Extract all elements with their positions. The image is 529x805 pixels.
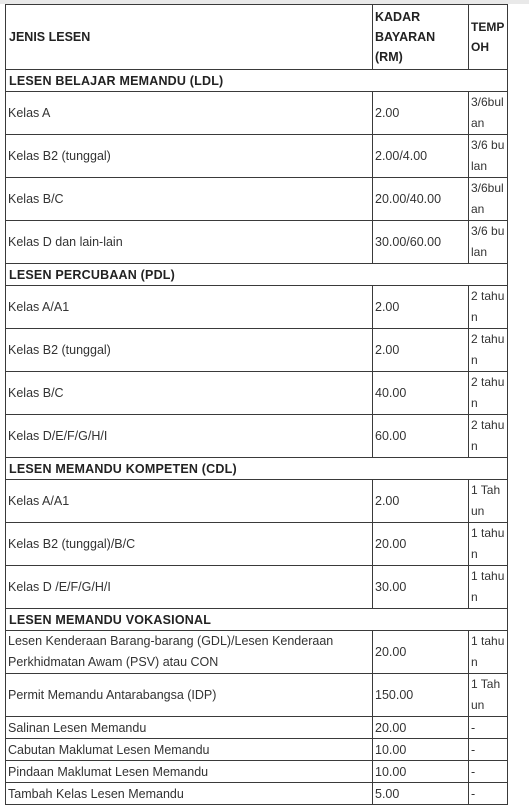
table-row [6,674,508,717]
duration-cell: 1 tahun [469,523,508,566]
table-row [6,523,508,566]
duration-cell: 3/6 bulan [469,221,508,264]
fee-cell: 10.00 [373,739,469,761]
fee-cell: 30.00/60.00 [373,221,469,264]
duration-cell: 3/6 bulan [469,135,508,178]
license-type-cell: Kelas B/C [6,178,373,221]
fee-cell: 2.00 [373,480,469,523]
duration-cell: - [469,717,508,739]
license-type-cell: Lesen Kenderaan Barang-barang (GDL)/Lesen Kenderaan Perkhidmatan Awam (PSV) atau CON [6,631,373,674]
header-fee-line-2: BAYARAN [375,30,436,44]
section-header-pdl [6,264,508,286]
fee-cell: 40.00 [373,372,469,415]
duration-cell: 2 tahun [469,415,508,458]
table-row [6,631,508,674]
fee-cell: 5.00 [373,783,469,805]
fee-cell: 2.00/4.00 [373,135,469,178]
duration-cell: 2 tahun [469,286,508,329]
duration-cell: - [469,761,508,783]
header-fee-line-1: KADAR [375,10,421,24]
license-type-cell: Salinan Lesen Memandu [6,717,373,739]
section-header-vocational [6,609,508,631]
duration-cell: - [469,783,508,805]
license-type-cell: Kelas B2 (tunggal)/B/C [6,523,373,566]
fee-cell: 150.00 [373,674,469,717]
section-title: LESEN MEMANDU VOKASIONAL [6,609,508,631]
fee-cell: 2.00 [373,329,469,372]
license-type-cell: Kelas B2 (tunggal) [6,135,373,178]
table-row [6,566,508,609]
table-row [6,92,508,135]
table-row [6,415,508,458]
section-title: LESEN PERCUBAAN (PDL) [6,264,508,286]
license-type-cell: Pindaan Maklumat Lesen Memandu [6,761,373,783]
table-row [6,221,508,264]
license-type-cell: Kelas A/A1 [6,286,373,329]
fee-cell: 20.00 [373,523,469,566]
section-header-cdl [6,458,508,480]
table-row [6,717,508,739]
license-type-cell: Kelas D/E/F/G/H/I [6,415,373,458]
duration-cell: 1 Tahun [469,480,508,523]
fee-cell: 30.00 [373,566,469,609]
header-fee [373,5,469,70]
license-type-cell: Kelas B2 (tunggal) [6,329,373,372]
fee-cell: 20.00/40.00 [373,178,469,221]
fee-cell: 20.00 [373,631,469,674]
table-row [6,739,508,761]
fee-cell: 60.00 [373,415,469,458]
table-header-row [6,5,508,70]
duration-cell: 3/6bulan [469,178,508,221]
duration-cell: 3/6bulan [469,92,508,135]
license-type-cell: Kelas A [6,92,373,135]
license-type-cell: Cabutan Maklumat Lesen Memandu [6,739,373,761]
license-type-cell: Tambah Kelas Lesen Memandu [6,783,373,805]
duration-cell: 1 Tahun [469,674,508,717]
duration-cell: 2 tahun [469,372,508,415]
table-row [6,329,508,372]
fee-cell: 2.00 [373,92,469,135]
section-header-ldl [6,70,508,92]
table-row [6,761,508,783]
duration-cell: 2 tahun [469,329,508,372]
header-license-type: JENIS LESEN [6,5,373,70]
fee-cell: 10.00 [373,761,469,783]
table-row [6,372,508,415]
license-type-cell: Permit Memandu Antarabangsa (IDP) [6,674,373,717]
header-duration: TEMPOH [469,5,508,70]
section-title: LESEN BELAJAR MEMANDU (LDL) [6,70,508,92]
header-fee-line-3: (RM) [375,50,403,64]
table-row [6,178,508,221]
license-type-cell: Kelas A/A1 [6,480,373,523]
license-fee-table [5,4,508,805]
section-title: LESEN MEMANDU KOMPETEN (CDL) [6,458,508,480]
license-type-cell: Kelas D dan lain-lain [6,221,373,264]
duration-cell: 1 tahun [469,631,508,674]
duration-cell: - [469,739,508,761]
table-row [6,480,508,523]
license-type-cell: Kelas D /E/F/G/H/I [6,566,373,609]
license-type-cell: Kelas B/C [6,372,373,415]
table-row [6,783,508,805]
table-row [6,286,508,329]
duration-cell: 1 tahun [469,566,508,609]
fee-cell: 20.00 [373,717,469,739]
table-row [6,135,508,178]
fee-cell: 2.00 [373,286,469,329]
